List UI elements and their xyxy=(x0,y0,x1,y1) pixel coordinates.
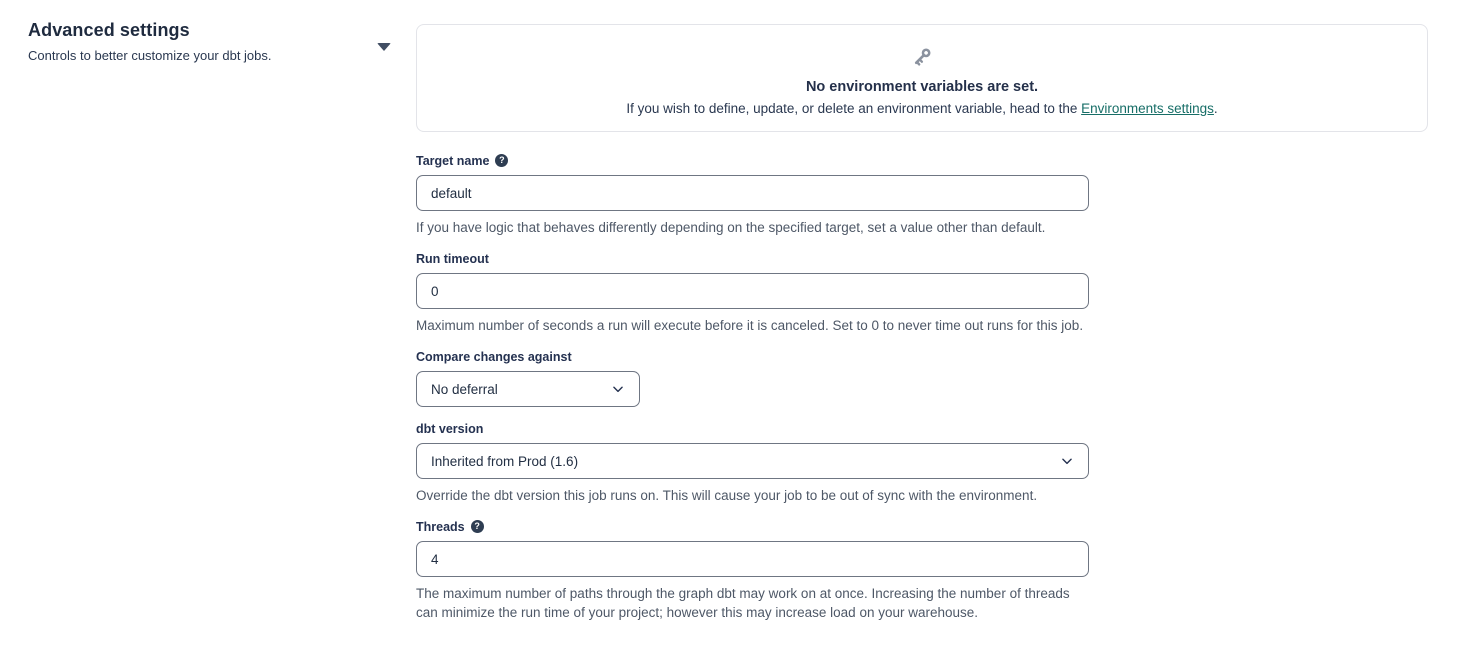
dbt-version-label-row xyxy=(416,421,1089,436)
target-name-input[interactable] xyxy=(416,175,1089,211)
env-body-suffix: . xyxy=(1213,101,1218,116)
compare-changes-selected-value: No deferral xyxy=(431,381,498,397)
field-run-timeout xyxy=(416,251,1089,335)
dbt-version-selected-value: Inherited from Prod (1.6) xyxy=(431,453,579,469)
env-panel-title: No environment variables are set. xyxy=(805,79,1039,95)
dbt-version-select[interactable] xyxy=(416,443,1089,479)
page-title: Advanced settings xyxy=(28,20,190,40)
section-header xyxy=(28,20,378,63)
advanced-settings-form xyxy=(416,153,1089,622)
env-body-prefix: If you wish to define, update, or delete an environment variable, head to the xyxy=(626,101,1082,116)
caret-down-icon xyxy=(377,43,391,51)
target-name-help-icon[interactable]: ? xyxy=(495,154,508,167)
field-compare-changes xyxy=(416,349,1089,407)
run-timeout-label: Run timeout xyxy=(416,251,489,266)
chevron-down-icon xyxy=(611,382,625,396)
field-target-name xyxy=(416,153,1089,237)
compare-changes-label-row xyxy=(416,349,1089,364)
threads-label-row xyxy=(416,519,1089,534)
dbt-version-label: dbt version xyxy=(416,421,484,436)
dbt-version-help-text: Override the dbt version this job runs on. This will cause your job to be out of sync with the environment. xyxy=(416,488,1038,503)
env-variables-panel xyxy=(416,24,1428,132)
collapse-section-button[interactable] xyxy=(374,37,394,57)
env-panel-body xyxy=(417,101,1427,116)
page-subtitle: Controls to better customize your dbt jobs. xyxy=(28,48,272,63)
settings-content xyxy=(416,24,1428,622)
run-timeout-label-row xyxy=(416,251,1089,266)
target-name-label-row xyxy=(416,153,1089,168)
threads-input[interactable] xyxy=(416,541,1089,577)
compare-changes-label: Compare changes against xyxy=(416,349,572,364)
field-threads xyxy=(416,519,1089,622)
threads-help-text: The maximum number of paths through the graph dbt may work on at once. Increasing the number of threads can minimize the run time of your project; however this may increase load on your warehouse. xyxy=(416,586,1070,620)
environments-settings-link[interactable]: Environments settings xyxy=(1081,101,1214,116)
target-name-help-text: If you have logic that behaves differently depending on the specified target, set a value other than default. xyxy=(416,220,1046,235)
field-dbt-version xyxy=(416,421,1089,505)
key-icon xyxy=(910,45,934,69)
compare-changes-select[interactable] xyxy=(416,371,640,407)
target-name-label: Target name xyxy=(416,153,490,168)
run-timeout-help-text: Maximum number of seconds a run will execute before it is canceled. Set to 0 to never time out runs for this job. xyxy=(416,318,1084,333)
threads-label: Threads xyxy=(416,519,465,534)
threads-help-icon[interactable]: ? xyxy=(471,520,484,533)
run-timeout-input[interactable] xyxy=(416,273,1089,309)
chevron-down-icon xyxy=(1060,454,1074,468)
